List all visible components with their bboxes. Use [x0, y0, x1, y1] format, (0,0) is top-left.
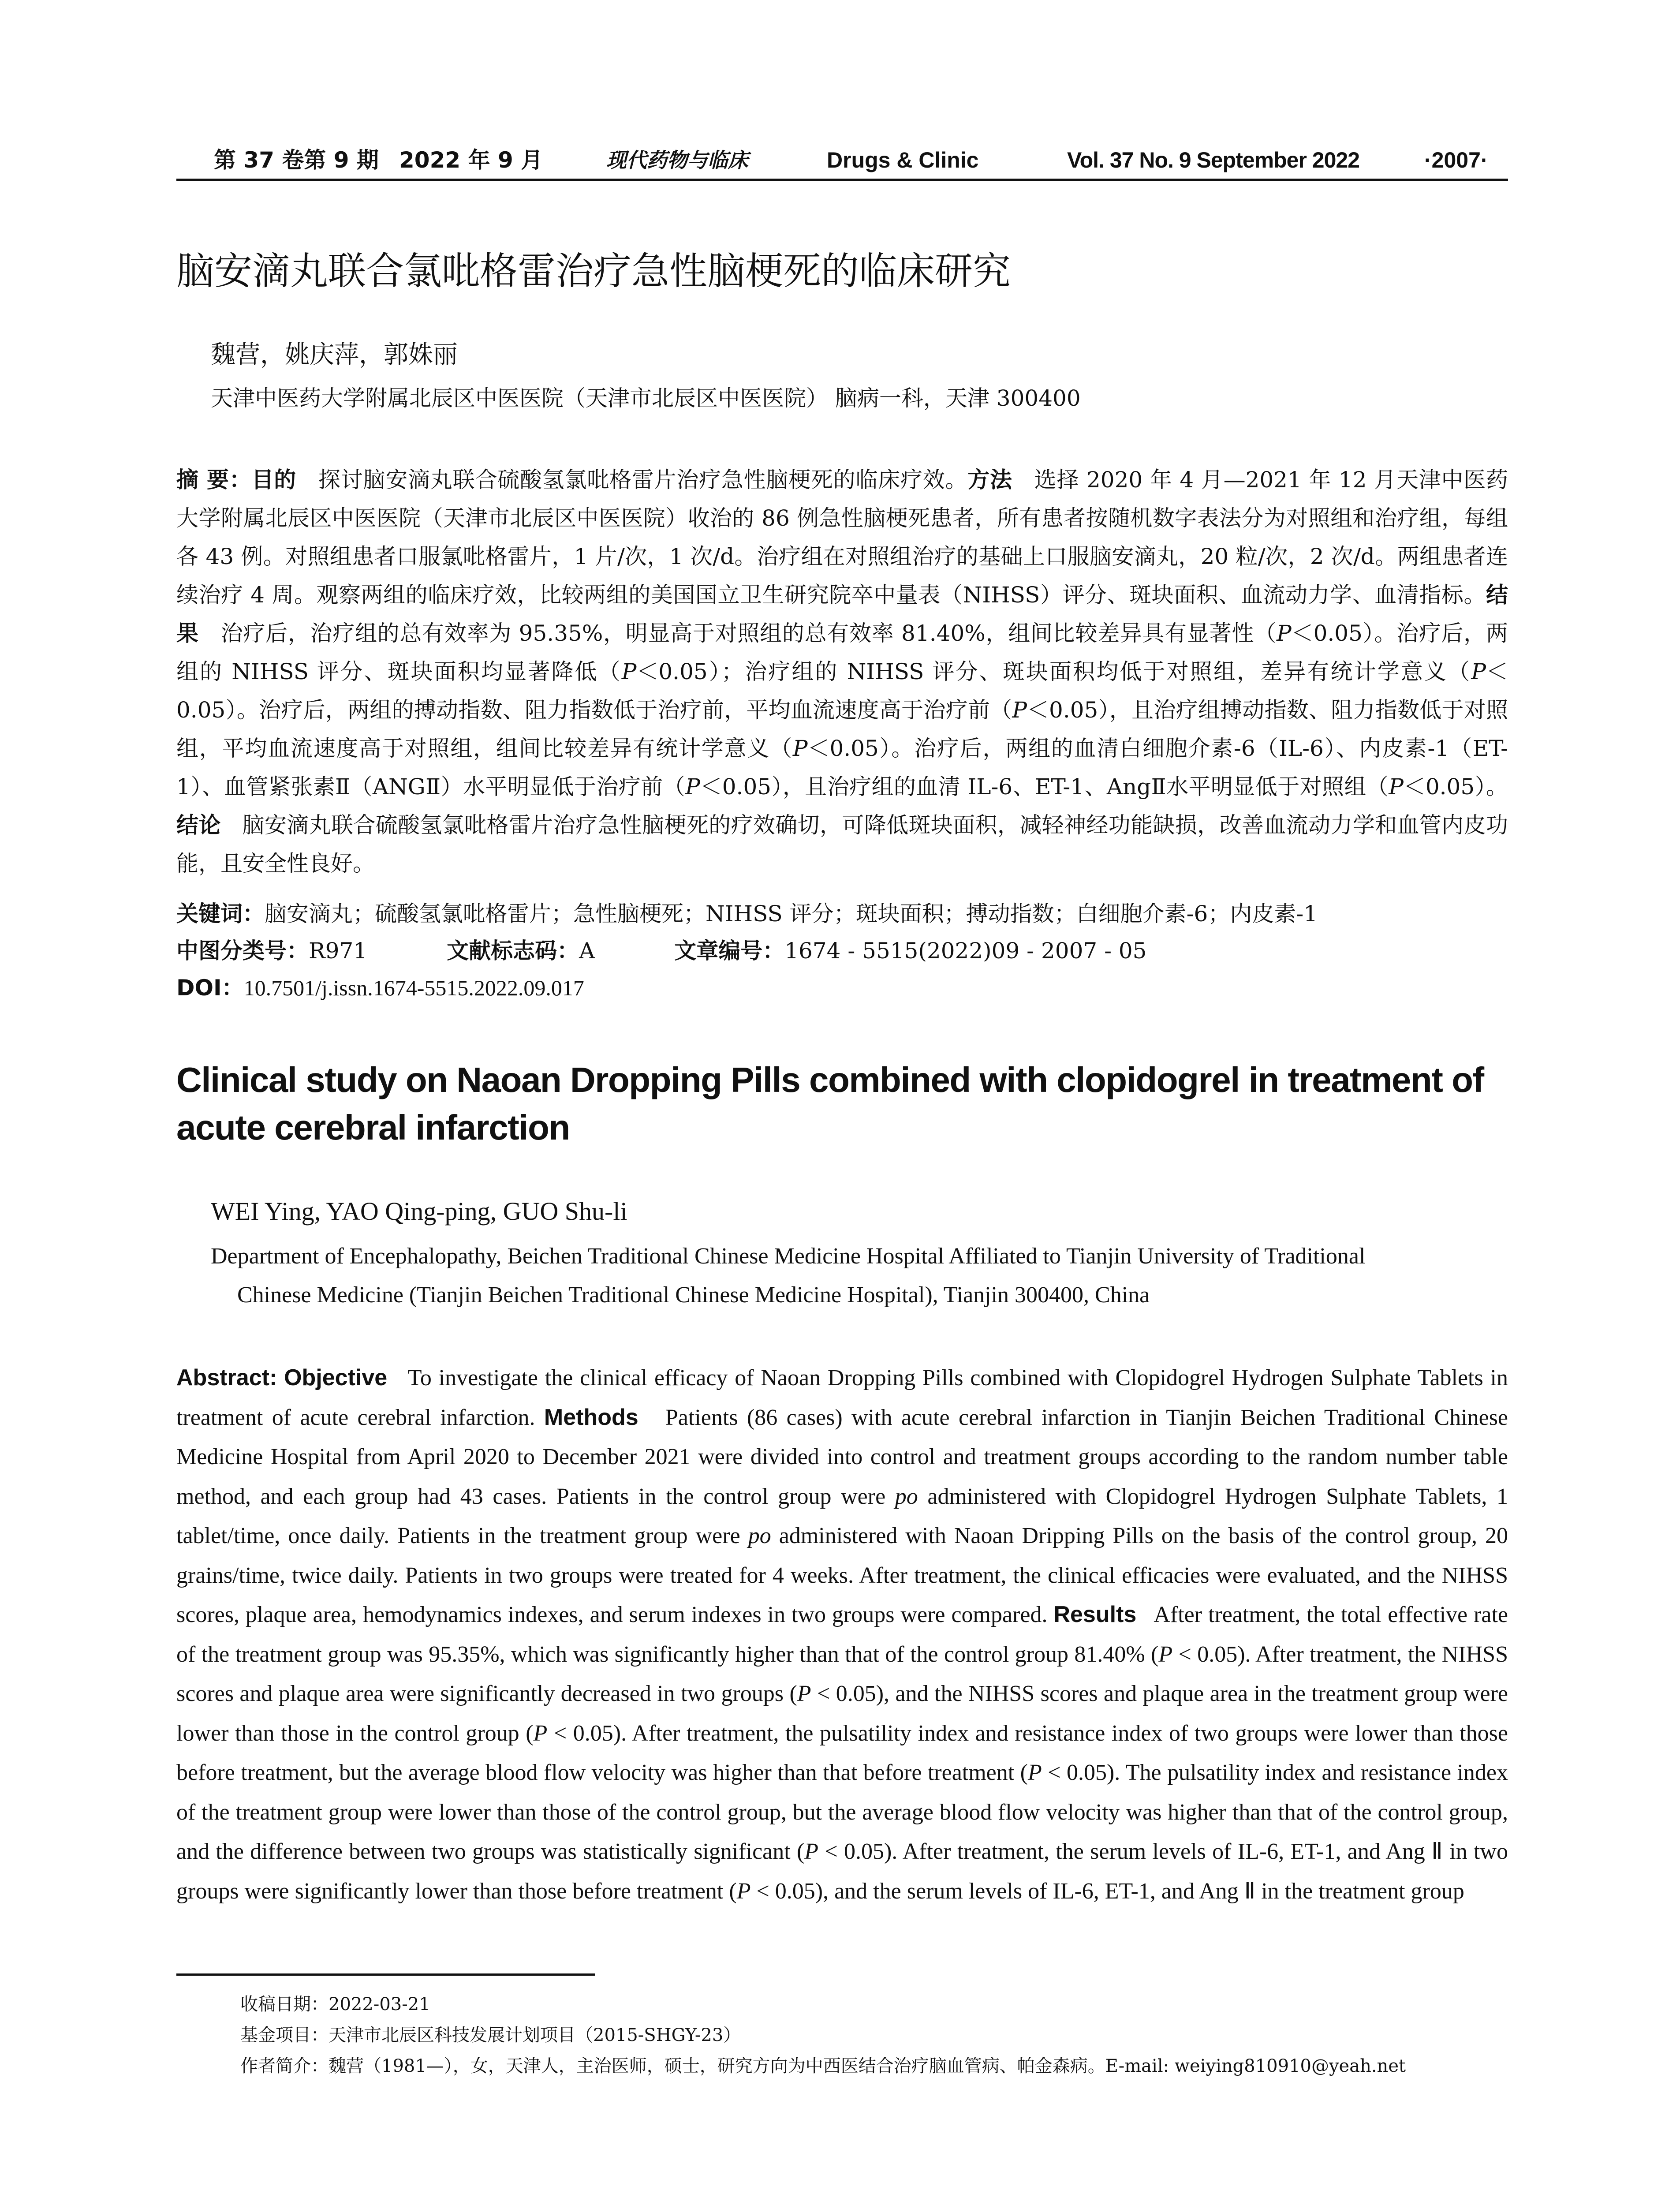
doc-code-label: 文献标志码： [447, 938, 579, 964]
cn-results-text: ＜0.05），且治疗组搏动指数、阻力指数低于对照组，平均血流速度高于对照组，组间比较差异有统计学意义（ [176, 697, 1508, 761]
author-bio: 魏营（1981—），女，天津人，主治医师，硕士，研究方向为中西医结合治疗脑血管病、帕金森病。E-mail: weiying810910@yeah.net [329, 2056, 1406, 2076]
en-affiliation-line: Department of Encephalopathy, Beichen Traditional Chinese Medicine Hospital Affiliated to Tianjin University of Traditional [211, 1244, 1366, 1269]
en-objective-text: To investigate the clinical efficacy of Naoan Dropping Pills combined with Clopidogrel Hydrogen Sulphate Tablets in treatment of acute cerebral infarction. [176, 1365, 1508, 1430]
doi-line [176, 969, 1508, 1006]
en-affiliation-line: Chinese Medicine (Tianjin Beichen Traditional Chinese Medicine Hospital), Tianjin 300400, China [237, 1282, 1150, 1308]
header-date-cn: 2022 年 9 月 [399, 147, 543, 173]
en-results-label: Results [1053, 1602, 1137, 1627]
p-value-symbol: P [1276, 620, 1292, 646]
cn-affiliation: 天津中医药大学附属北辰区中医医院（天津市北辰区中医医院） 脑病一科，天津 300400 [211, 385, 1081, 411]
received-date: 2022-03-21 [329, 1994, 430, 2014]
en-results-text: After treatment, the total effective rate of the treatment group was 95.35%, which was significantly higher than that of the control group 81.40% ( [176, 1602, 1508, 1667]
clc-label: 中图分类号： [176, 938, 309, 964]
cn-results-text: ＜0.05），且治疗组的血清 IL-6、ET-1、AngⅡ水平明显低于对照组（ [700, 774, 1389, 800]
author-bio-line [240, 2051, 1519, 2082]
en-methods-text: Patients (86 cases) with acute cerebral infarction in Tianjin Beichen Traditional Chinese Medicine Hospital from April 2020 to December 2021 were divided into control and treatment groups according to the random number table method, and each group had 43 cases. Patients in the control group were [176, 1405, 1508, 1509]
cn-results-text: ＜0.05）。 [1403, 774, 1508, 800]
fund-project: 天津市北辰区科技发展计划项目（2015-SHGY-23） [329, 2025, 741, 2045]
received-date-line [240, 1989, 1519, 2020]
clc-code: R971 [309, 938, 368, 964]
po-abbrev: po [895, 1484, 918, 1509]
en-methods-text: administered with Clopidogrel Hydrogen Sulphate Tablets, 1 tablet/time, once daily. Patients in the treatment group were [176, 1484, 1508, 1548]
header-page-number: ·2007· [1424, 148, 1488, 172]
header-volume-cn: 第 37 卷第 9 期 [214, 147, 379, 173]
p-value-symbol: P [1012, 697, 1027, 723]
doi: 10.7501/j.issn.1674-5515.2022.09.017 [243, 975, 584, 1000]
en-results-text: < 0.05). After treatment, the NIHSS scores and plaque area were significantly decreased in two groups ( [176, 1641, 1508, 1706]
cn-results-label: 结果 [176, 582, 1508, 646]
fund-line [240, 2020, 1519, 2051]
p-value-symbol: P [1158, 1641, 1173, 1667]
fund-label: 基金项目： [240, 2025, 329, 2045]
cn-results-text: ＜0.05）。治疗后，两组的血清白细胞介素-6（IL-6）、内皮素-1（ET-1）、血管紧张素Ⅱ（ANGⅡ）水平明显低于治疗前（ [176, 736, 1508, 800]
running-header [176, 140, 1508, 180]
cn-title: 脑安滴丸联合氯吡格雷治疗急性脑梗死的临床研究 [176, 249, 1011, 293]
cn-results-text: ＜0.05）；治疗组的 NIHSS 评分、斑块面积均低于对照组，差异有统计学意义（ [636, 659, 1471, 684]
en-results-text: < 0.05). After treatment, the serum levels of IL-6, ET-1, and Ang Ⅱ in two groups were significantly lower than those before treatment ( [176, 1839, 1508, 1904]
en-objective-label: Objective [284, 1365, 388, 1390]
keywords: 脑安滴丸；硫酸氢氯吡格雷片；急性脑梗死；NIHSS 评分；斑块面积；搏动指数；白细胞介素-6；内皮素-1 [265, 901, 1318, 927]
en-results-text: < 0.05), and the NIHSS scores and plaque area in the treatment group were lower than those in the control group ( [176, 1681, 1508, 1746]
p-value-symbol: P [685, 774, 700, 800]
po-abbrev: po [748, 1523, 771, 1548]
en-affiliation [211, 1237, 1509, 1315]
en-abstract [176, 1358, 1508, 1911]
header-rule [176, 179, 1508, 181]
cn-metadata [176, 895, 1508, 1006]
en-title: Clinical study on Naoan Dropping Pills combined with clopidogrel in treatment of acute cerebral infarction [176, 1060, 1484, 1147]
classification-line [176, 932, 1508, 969]
p-value-symbol: P [1471, 659, 1486, 684]
en-abstract-label: Abstract: [176, 1365, 277, 1390]
keywords-label: 关键词： [176, 901, 265, 927]
cn-abstract-label: 摘 要： [176, 467, 252, 493]
cn-objective-text: 探讨脑安滴丸联合硫酸氢氯吡格雷片治疗急性脑梗死的临床疗效。 [318, 467, 968, 493]
p-value-symbol: P [1027, 1760, 1042, 1785]
en-methods-text: administered with Naoan Dripping Pills on the basis of the control group, 20 grains/time, twice daily. Patients in two groups were treated for 4 weeks. After treatment, the clinical efficacies were evaluated, and the NIHSS scores, plaque area, hemodynamics indexes, and serum indexes in two groups were compared. [176, 1523, 1508, 1627]
cn-authors: 魏营，姚庆萍，郭姝丽 [211, 340, 458, 369]
received-label: 收稿日期： [240, 1994, 329, 2014]
cn-results-text: ＜0.05）。治疗后，两组的搏动指数、阻力指数低于治疗前，平均血流速度高于治疗前（ [176, 659, 1508, 723]
cn-results-text: 治疗后，治疗组的总有效率为 95.35%，明显高于对照组的总有效率 81.40%，组间比较差异具有显著性（ [220, 620, 1277, 646]
p-value-symbol: P [1389, 774, 1404, 800]
en-methods-label: Methods [544, 1404, 638, 1430]
p-value-symbol: P [797, 1681, 811, 1706]
en-results-text: < 0.05). The pulsatility index and resistance index of the treatment group were lower than those of the control group, but the average blood flow velocity was higher than that of the control group, and the difference between two groups was statistically significant ( [176, 1760, 1508, 1864]
cn-results-text: ＜0.05）。治疗后，两组的 NIHSS 评分、斑块面积均显著降低（ [176, 620, 1508, 684]
cn-methods-text: 选择 2020 年 4 月—2021 年 12 月天津中医药大学附属北辰区中医医院（天津市北辰区中医医院）收治的 86 例急性脑梗死患者，所有患者按随机数字表法分为对照组和治疗组，每组各 43 例。对照组患者口服氯吡格雷片，1 片/次，1 次/d。治疗组在对照组治疗的基础上口服脑安滴丸，20 粒/次，2 次/d。两组患者连续治疗 4 周。观察两组的临床疗效，比较两组的美国国立卫生研究院卒中量表（NIHSS）评分、斑块面积、血流动力学、血清指标。 [176, 467, 1508, 608]
cn-conclusion-label: 结论 [176, 812, 221, 838]
p-value-symbol: P [736, 1878, 751, 1904]
article-no-label: 文章编号： [674, 938, 785, 964]
cn-conclusion-text: 脑安滴丸联合硫酸氢氯吡格雷片治疗急性脑梗死的疗效确切，可降低斑块面积，减轻神经功能缺损，改善血流动力学和血管内皮功能，且安全性良好。 [176, 812, 1508, 876]
p-value-symbol: P [621, 659, 637, 684]
en-results-text: < 0.05). After treatment, the pulsatility index and resistance index of two groups were lower than those before treatment, but the average blood flow velocity was higher than that before treatment ( [176, 1720, 1508, 1785]
footnote-rule [176, 1973, 595, 1976]
keywords-line [176, 895, 1508, 932]
footnotes [240, 1989, 1519, 2082]
author-bio-label: 作者简介： [240, 2056, 329, 2076]
p-value-symbol: P [804, 1839, 819, 1864]
header-journal-en: Drugs & Clinic [827, 148, 979, 172]
cn-abstract [176, 461, 1508, 883]
en-results-text: < 0.05), and the serum levels of IL-6, ET-1, and Ang Ⅱ in the treatment group [750, 1878, 1464, 1904]
doi-label: DOI： [176, 975, 244, 1001]
header-volume-en: Vol. 37 No. 9 September 2022 [1067, 148, 1360, 172]
cn-methods-label: 方法 [967, 467, 1012, 493]
p-value-symbol: P [533, 1720, 548, 1746]
p-value-symbol: P [792, 736, 808, 761]
header-journal-cn: 现代药物与临床 [606, 148, 748, 172]
en-authors: WEI Ying, YAO Qing-ping, GUO Shu-li [211, 1197, 627, 1226]
article-no: 1674 - 5515(2022)09 - 2007 - 05 [784, 938, 1147, 964]
cn-objective-label: 目的 [251, 467, 297, 493]
doc-code: A [579, 938, 595, 964]
